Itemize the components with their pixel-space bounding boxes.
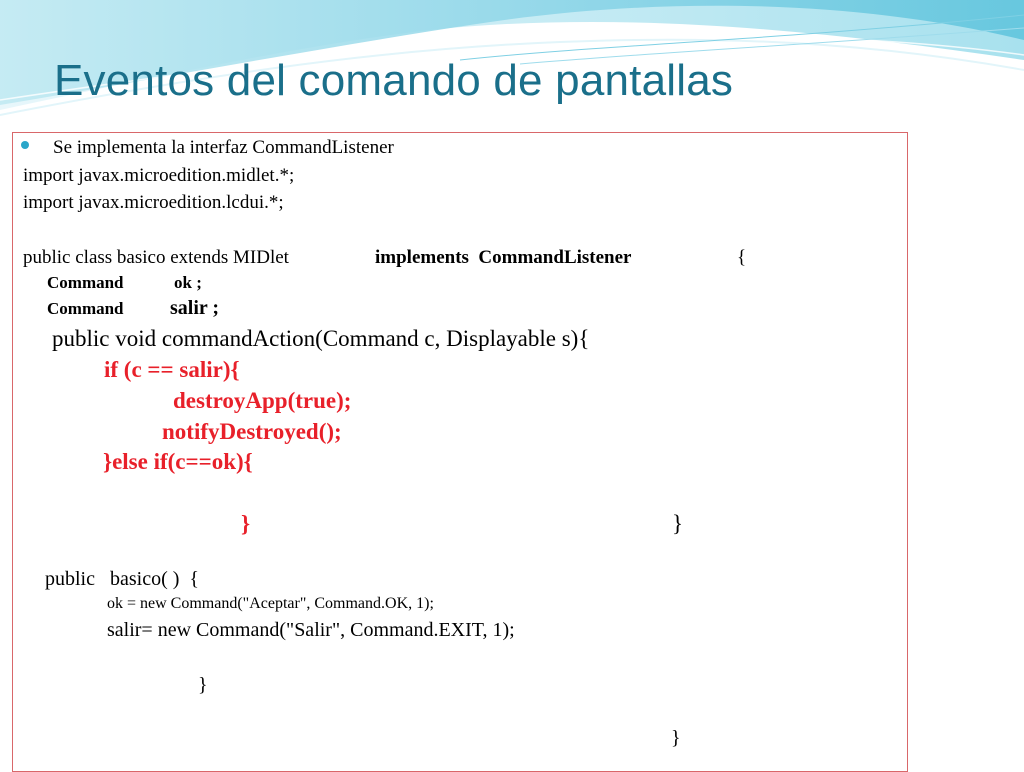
field-ok-type: Command — [47, 273, 124, 292]
notify-destroyed-line: notifyDestroyed(); — [162, 419, 342, 444]
field-salir-name: salir ; — [170, 297, 220, 319]
method-close-brace: } — [672, 511, 684, 536]
class-close-brace: } — [671, 727, 681, 749]
destroy-app-line: destroyApp(true); — [173, 388, 352, 413]
bullet-icon — [21, 141, 29, 149]
else-close-brace: } — [241, 511, 251, 536]
slide-title: Eventos del comando de pantallas — [54, 56, 734, 105]
field-salir-type: Command — [47, 299, 124, 318]
constructor-close-brace: } — [198, 674, 208, 696]
class-declaration: public class basico extends MIDlet — [23, 247, 289, 268]
constructor-ok-line: ok = new Command("Aceptar", Command.OK, 1); — [107, 595, 434, 612]
class-open-brace: { — [737, 247, 747, 268]
bullet-text: Se implementa la interfaz CommandListener — [53, 137, 394, 158]
else-if-ok-line: }else if(c==ok){ — [103, 449, 253, 474]
method-declaration: public void commandAction(Command c, Displayable s){ — [52, 326, 590, 351]
if-salir-line: if (c == salir){ — [104, 357, 240, 382]
import-line-midlet: import javax.microedition.midlet.*; — [23, 165, 295, 186]
constructor-salir-line: salir= new Command("Salir", Command.EXIT, 1); — [107, 619, 515, 641]
constructor-declaration: public basico( ) { — [45, 568, 200, 590]
import-line-lcdui: import javax.microedition.lcdui.*; — [23, 192, 284, 213]
class-implements: implements CommandListener — [375, 247, 632, 268]
field-ok-name: ok ; — [174, 273, 202, 292]
